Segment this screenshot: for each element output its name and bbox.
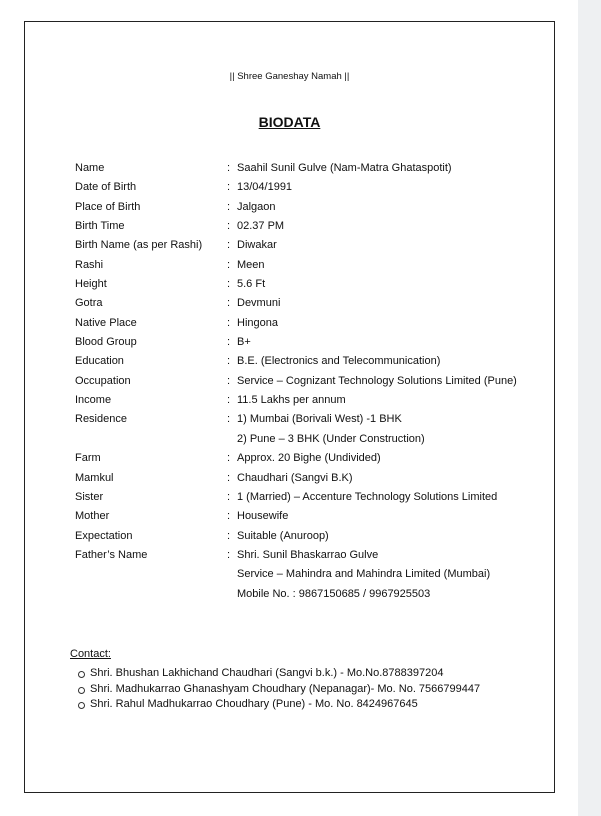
field-label: Mother <box>75 510 110 523</box>
field-value: Shri. Sunil Bhaskarrao Gulve <box>237 548 379 561</box>
field-label: Expectation <box>75 529 133 542</box>
field-row <box>75 410 545 429</box>
field-label: Gotra <box>75 297 103 310</box>
field-row <box>75 546 545 565</box>
circle-bullet-icon <box>78 687 85 694</box>
field-label: Residence <box>75 413 127 426</box>
field-label: Mamkul <box>75 471 114 484</box>
field-row <box>75 372 545 391</box>
field-colon: : <box>227 374 231 387</box>
circle-bullet-icon <box>78 702 85 709</box>
field-value: Suitable (Anuroop) <box>237 529 329 542</box>
field-row <box>75 449 545 468</box>
field-value: 1) Mumbai (Borivali West) -1 BHK <box>237 413 402 426</box>
field-row <box>75 352 545 371</box>
field-label: Occupation <box>75 374 131 387</box>
field-value: Housewife <box>237 510 289 523</box>
field-label: Birth Time <box>75 220 125 233</box>
field-colon: : <box>227 220 231 233</box>
field-label: Birth Name (as per Rashi) <box>75 239 203 252</box>
field-value: 13/04/1991 <box>237 181 293 194</box>
field-value: 5.6 Ft <box>237 278 266 291</box>
field-row <box>75 488 545 507</box>
field-value: Hingona <box>237 316 278 329</box>
field-value: Diwakar <box>237 239 277 252</box>
field-value: 11.5 Lakhs per annum <box>237 394 346 407</box>
field-label: Rashi <box>75 258 104 271</box>
field-label: Father’s Name <box>75 548 148 561</box>
field-value: 02.37 PM <box>237 220 285 233</box>
field-label: Height <box>75 278 107 291</box>
field-colon: : <box>227 510 231 523</box>
field-value: Mobile No. : 9867150685 / 9967925503 <box>237 587 431 600</box>
field-row <box>75 527 545 546</box>
field-row <box>75 469 545 488</box>
field-label: Date of Birth <box>75 181 137 194</box>
field-row <box>75 236 545 255</box>
field-value: Service – Mahindra and Mahindra Limited (Mumbai) <box>237 568 491 581</box>
field-label: Native Place <box>75 316 137 329</box>
field-colon: : <box>227 452 231 465</box>
field-colon: : <box>227 529 231 542</box>
field-label: Education <box>75 355 124 368</box>
field-label: Income <box>75 394 112 407</box>
field-value: 1 (Married) – Accenture Technology Solutions Limited <box>237 490 498 503</box>
field-label: Farm <box>75 452 101 465</box>
field-colon: : <box>227 394 231 407</box>
biodata-fields <box>75 159 545 604</box>
field-row <box>75 565 545 584</box>
field-colon: : <box>227 239 231 252</box>
contact-text: Shri. Madhukarrao Ghanashyam Choudhary (Nepanagar)- Mo. No. 7566799447 <box>90 682 481 695</box>
field-value: B.E. (Electronics and Telecommunication) <box>237 355 441 368</box>
field-row <box>75 159 545 178</box>
document-title: BIODATA <box>258 114 321 130</box>
field-value: Approx. 20 Bighe (Undivided) <box>237 452 381 465</box>
field-row <box>75 294 545 313</box>
field-value: Meen <box>237 258 265 271</box>
field-row <box>75 430 545 449</box>
field-colon: : <box>227 278 231 291</box>
field-row <box>75 198 545 217</box>
blessing-line: || Shree Ganeshay Namah || <box>229 71 350 82</box>
field-value: Devmuni <box>237 297 281 310</box>
document-page <box>24 21 555 793</box>
contact-item <box>70 666 480 682</box>
field-row <box>75 256 545 275</box>
contact-text: Shri. Bhushan Lakhichand Chaudhari (Sangvi b.k.) - Mo.No.8788397204 <box>90 667 444 679</box>
field-colon: : <box>227 355 231 368</box>
viewer-sidebar <box>578 0 601 816</box>
contact-section <box>70 648 480 713</box>
contact-item <box>70 697 480 713</box>
field-value: Saahil Sunil Gulve (Nam-Matra Ghataspotit) <box>237 162 452 174</box>
field-colon: : <box>227 471 231 484</box>
field-row <box>75 585 545 604</box>
contact-list <box>70 666 480 713</box>
field-label: Name <box>75 162 105 174</box>
contact-title: Contact: <box>70 648 111 660</box>
field-colon: : <box>227 297 231 310</box>
field-label: Place of Birth <box>75 200 141 213</box>
field-colon: : <box>227 413 231 426</box>
field-row <box>75 217 545 236</box>
field-colon: : <box>227 181 231 194</box>
field-colon: : <box>227 162 231 174</box>
field-row <box>75 178 545 197</box>
field-value: B+ <box>237 336 251 349</box>
field-colon: : <box>227 258 231 271</box>
field-row <box>75 314 545 333</box>
field-value: Chaudhari (Sangvi B.K) <box>237 471 353 484</box>
field-value: Jalgaon <box>237 200 276 213</box>
field-label: Blood Group <box>75 336 137 349</box>
field-colon: : <box>227 316 231 329</box>
field-colon: : <box>227 548 231 561</box>
field-value: Service – Cognizant Technology Solutions Limited (Pune) <box>237 374 517 387</box>
field-row <box>75 391 545 410</box>
contact-text: Shri. Rahul Madhukarrao Choudhary (Pune) - Mo. No. 8424967645 <box>90 698 418 710</box>
field-row <box>75 333 545 352</box>
field-colon: : <box>227 490 231 503</box>
circle-bullet-icon <box>78 671 85 678</box>
field-row <box>75 275 545 294</box>
contact-item <box>70 682 480 698</box>
field-row <box>75 507 545 526</box>
field-value: 2) Pune – 3 BHK (Under Construction) <box>237 432 425 445</box>
field-colon: : <box>227 200 231 213</box>
field-colon: : <box>227 336 231 349</box>
field-label: Sister <box>75 490 104 503</box>
